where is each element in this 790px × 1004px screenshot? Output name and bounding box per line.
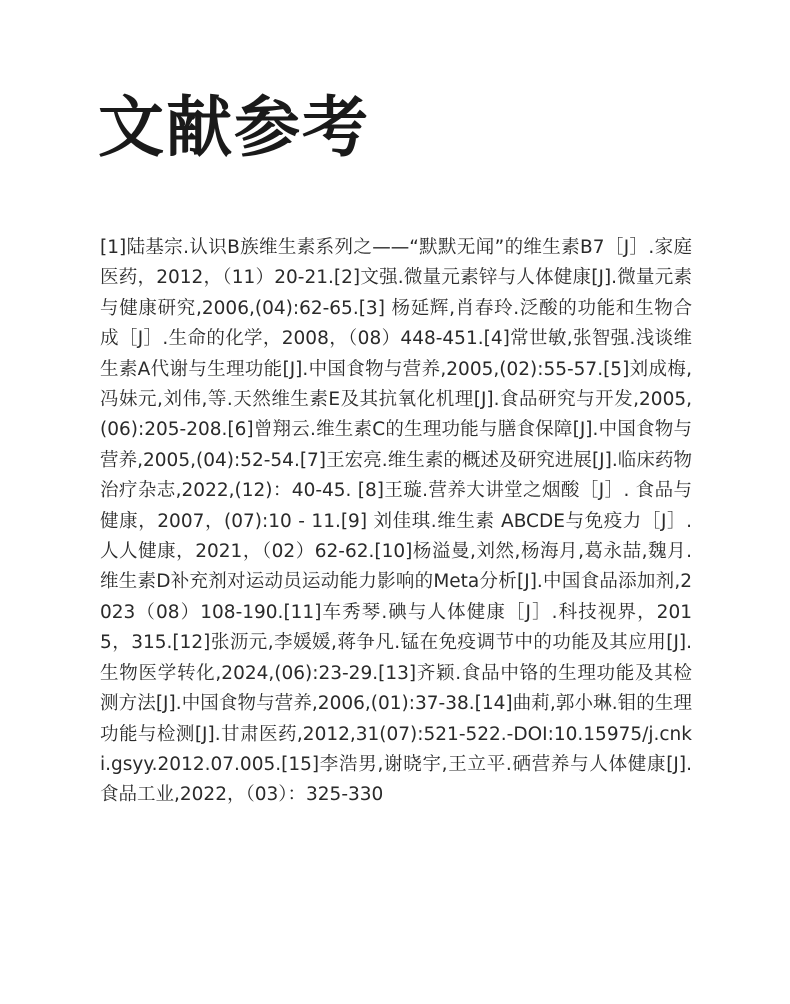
reference-list: [1]陆基宗.认识B族维生素系列之——“默默无闻”的维生素B7［J］.家庭医药，2012，（11）20-21.[2]文强.微量元素锌与人体健康[J].微量元素与健康研究,2006,(04):62-65.[3] 杨延辉,肖春玲.泛酸的功能和生物合成［J］.生命的化学，2008，（08）448-451.[4]常世敏,张智强.浅谈维生素A代谢与生理功能[J].中国食物与营养,2005,(02):55-57.[5]刘成梅,冯妹元,刘伟,等.天然维生素E及其抗氧化机理[J].食品研究与开发,2005,(06):205-208.[6]曾翔云.维生素C的生理功能与膳食保障[J].中国食物与营养,2005,(04):52-54.[7]王宏亮.维生素的概述及研究进展[J].临床药物治疗杂志,2022,(12)：40-45. [8]王璇.营养大讲堂之烟酸［J］. 食品与健康，2007，(07):10 - 11.[9] 刘佳琪.维生素 ABCDE与免疫力［J］.人人健康，2021，（02）62-62.[10]杨溢曼,刘然,杨海月,葛永喆,魏月.维生素D补充剂对运动员运动能力影响的Meta分析[J].中国食品添加剂,2023（08）108-190.[11]车秀琴.碘与人体健康［J］.科技视界，2015，315.[12]张沥元,李媛媛,蒋争凡.锰在免疫调节中的功能及其应用[J].生物医学转化,2024,(06):23-29.[13]齐颖.食品中铬的生理功能及其检测方法[J].中国食物与营养,2006,(01):37-38.[14]曲莉,郭小琳.钼的生理功能与检测[J].甘肃医药,2012,31(07):521-522.-DOI:10.15975/j.cnki.gsyy.2012.07.005.[15]李浩男,谢晓宇,王立平.硒营养与人体健康[J].食品工业,2022，（03）：325-330: [100, 237, 692, 806]
page-title: 文献参考: [98, 89, 370, 166]
